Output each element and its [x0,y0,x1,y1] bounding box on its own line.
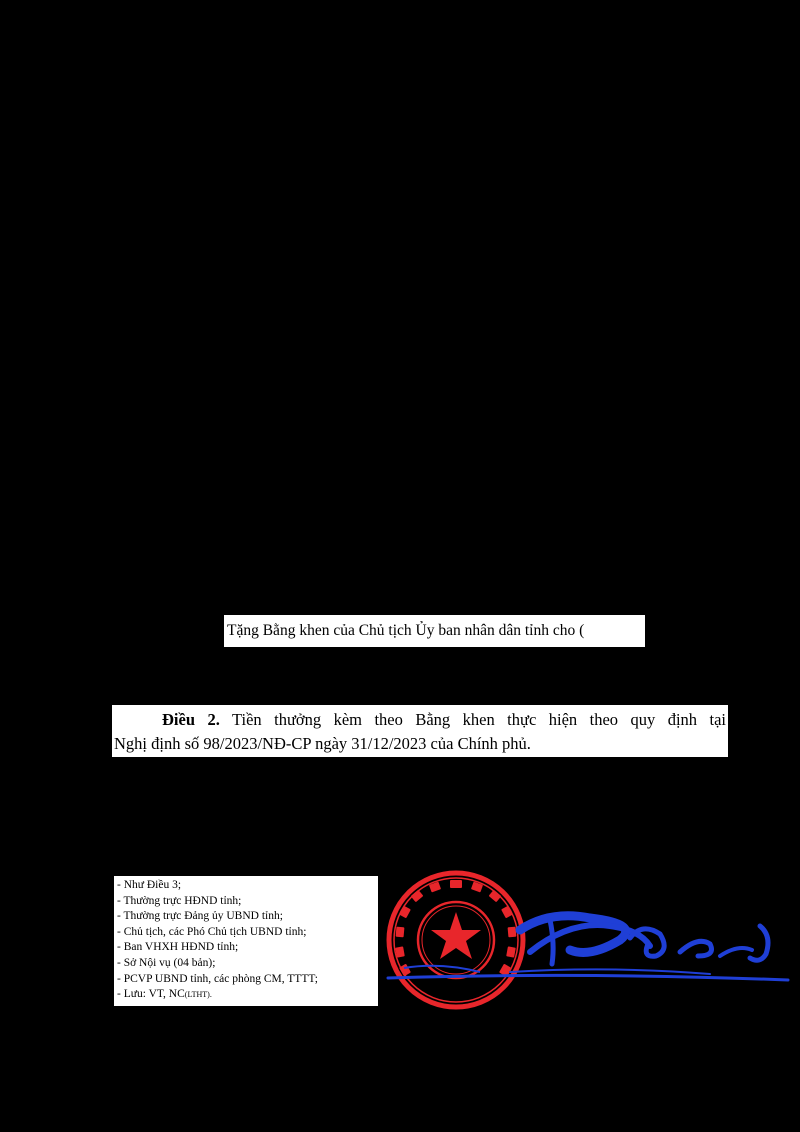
official-seal-icon [389,873,523,1007]
article2-paragraph [112,705,728,757]
recipient-archive-text: - Lưu: VT, NC [117,988,185,1001]
recipient-item: - Thường trực HĐND tỉnh; [117,894,242,907]
article2-line2: Nghị định số 98/2023/NĐ-CP ngày 31/12/2023 của Chính phủ. [114,734,531,753]
recipient-item [117,987,378,1003]
article2-line1 [112,708,728,732]
article1-text: Tặng Bằng khen của Chủ tịch Ủy ban nhân dân tỉnh cho ( [227,622,585,639]
article1-award-line [224,615,645,647]
seal-signature-graphic [380,860,800,1020]
article2-label: Điều 2. [162,710,220,729]
article2-line1-text: Tiền thưởng kèm theo Bằng khen thực hiện theo quy định tại [232,710,727,729]
recipient-item: - Ban VHXH HĐND tỉnh; [117,941,239,954]
recipients-list [114,876,378,1006]
recipient-item: - Chủ tịch, các Phó Chủ tịch UBND tỉnh; [117,925,307,938]
recipient-item: - Thường trực Đảng ủy UBND tỉnh; [117,910,283,923]
recipient-archive-suffix: (LTHT). [184,990,212,1000]
seal-and-signature [380,860,800,1020]
recipient-item: - PCVP UBND tỉnh, các phòng CM, TTTT; [117,972,318,985]
recipient-item: - Như Điều 3; [117,879,182,891]
recipient-item: - Sở Nội vụ (04 bản); [117,956,216,969]
